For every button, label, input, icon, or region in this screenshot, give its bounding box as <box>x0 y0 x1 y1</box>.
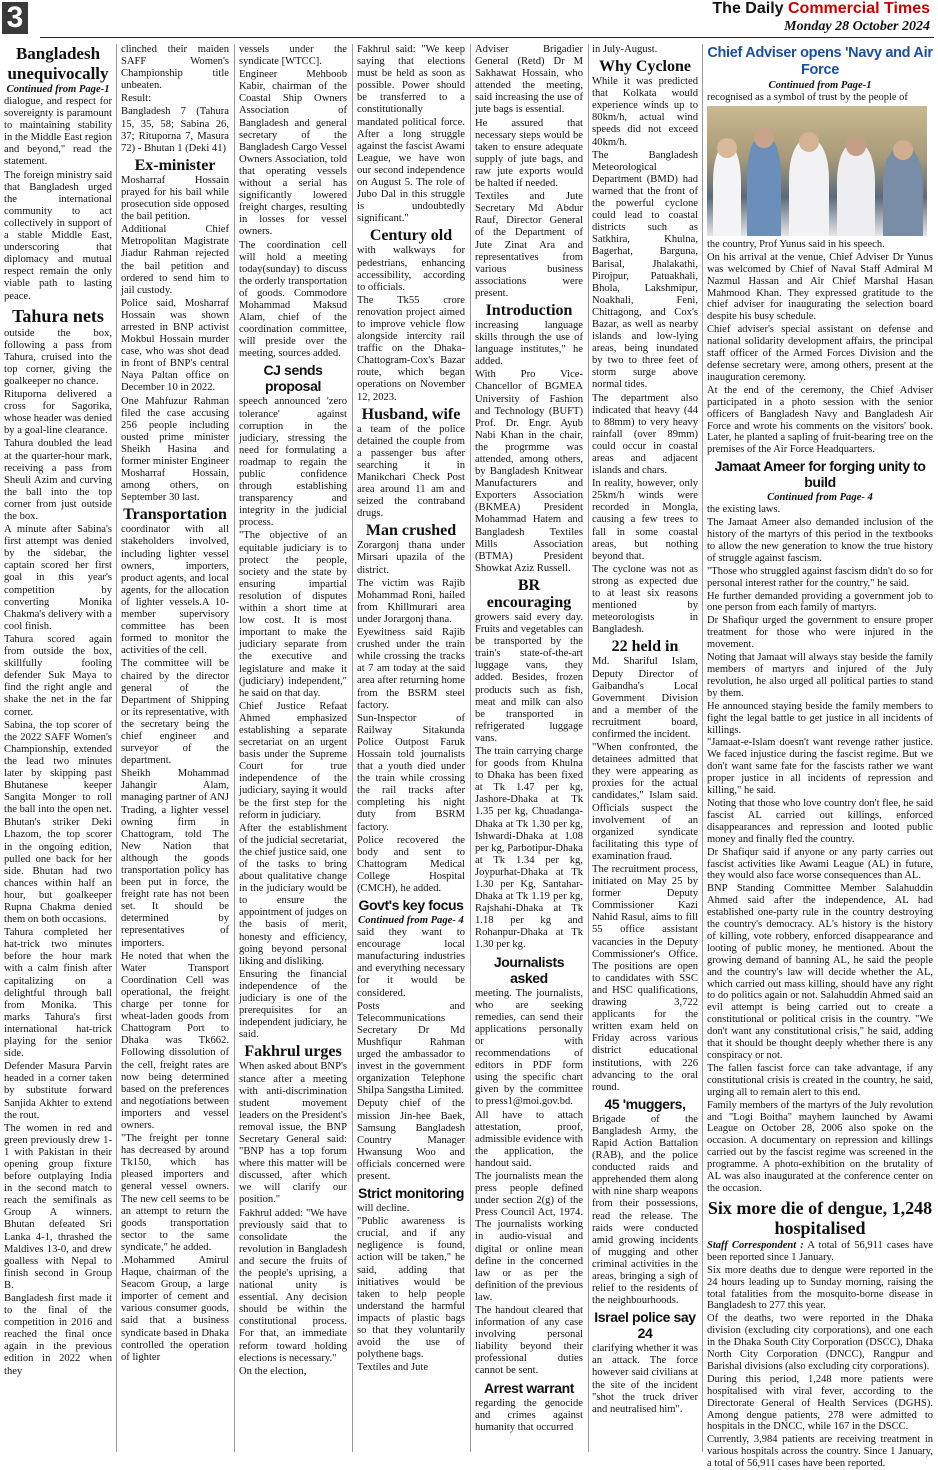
photo-figure <box>789 140 829 236</box>
column-5 <box>475 44 583 1452</box>
article-title-cj: CJ sends proposal <box>263 362 323 395</box>
column-2 <box>121 44 229 1452</box>
paragraph: Sheikh Mohammad Jahangir Alam, managing partner of ANJ Trading, a lighter vessel owning firm in Chattogram, told The New Nation that although the goods transportation policy has been put in force, the freight rate has not been set. It should be determined by representatives of importers. <box>121 768 229 949</box>
paragraph: Sabina, the top scorer of the 2022 SAFF Women's Championship, extended the lead two minutes later by skipping past Bhutanese keeper Sangita Monger to roll the ball into the open net. <box>4 719 112 816</box>
photo-figure <box>754 128 774 148</box>
photo-figure <box>747 136 781 236</box>
article-title-century: Century old <box>369 227 453 245</box>
column-divider <box>702 44 703 1452</box>
paragraph: Engineer Mehboob Kabir, chairman of the Coastal Ship Owners Association of Bangladesh and general secretary of the Bangladesh Cargo Vessel Owners Association, told that operating vessels without a serial has significantly lowered freight charges, resulting in losses for vessel owners. <box>239 69 347 238</box>
paragraph: dialogue, and respect for sovereignty is paramount to maintaining stability in the Middle East region and beyond," read the statement. <box>4 96 112 168</box>
paragraph: He further demanded providing a government job to one person from each family of martyrs. <box>707 590 933 614</box>
paragraph: Dr Shafiqur urged the government to ensure proper treatment for those who were injured in the movement. <box>707 615 933 651</box>
paragraph: While it was predicted that Kolkata would experience winds up to 80km/h, actual wind speeds did not exceed 40km/h. <box>592 76 698 148</box>
byline: Staff Correspondent : <box>707 1239 804 1251</box>
column-divider <box>470 44 471 1452</box>
article-title-husband: Husband, wife <box>361 405 461 423</box>
article-title-br-encouraging: BR encouraging <box>486 576 572 611</box>
paragraph: in July-August. <box>592 44 658 55</box>
paragraph: Fakhrul added: "We have previously said that to consolidate the revolution in Bangladesh and secure the fruits of the people's uprising, a national unity is essential. Any decision should be within the constitutional process. For that, an immediate reform toward holding elections is necessary." <box>239 1207 347 1364</box>
paragraph: BNP Standing Committee Member Salahuddin Ahmed said after the independence, AL had established one-party rule in the country destroying the country's democracy. AL's history is the history of killing, vote robbery, enforced disappearance and looting of public money, he mentioned. About the growing demand of banning AL, he said the people and the country's law will decide whether the AL, which carried out mass killing, should have any right to do politics again or not. Salahuddin Ahmed said an evil attempt is being carried out to create a constitutional or political crisis in the country. "We don't want any constitutional crisis," he said, adding that it should be thought deeply whether there is any conspiracy or not. <box>707 883 933 1061</box>
continued-note: Continued from Page-1 <box>6 84 110 95</box>
paragraph: Textiles and Jute Secretary Md Abdur Rauf, Director General of the Department of Jute Zinat Ara and representatives from various business associations were present. <box>475 191 583 299</box>
paragraph: clinched their maiden SAFF Women's Championship title unbeaten. <box>121 44 229 92</box>
paragraph: Sun-Inspector of Railway Sitakunda Police Outpost Faruk Hossain told journalists that a youth died under the train while crossing the rail tracks after completing his night duty from BSRM factory. <box>357 712 465 833</box>
paragraph: Ensuring the financial independence of the judiciary is one of the prerequisites for an independent judiciary, he said. <box>239 968 347 1041</box>
paragraph: He announced staying beside the family members to fight the legal battle to get justice in all incidents of killings. <box>707 700 933 736</box>
paragraph: On his arrival at the venue, Chief Adviser Dr Yunus was welcomed by Chief of Naval Staff Admiral M Nazmul Hassan and Air Chief Marshal Hasan Mahmood Khan. They expressed gratitude to the chief adviser for inaugurating the selection board despite his busy schedule. <box>707 251 933 323</box>
paragraph: recognised as a symbol of trust by the people of <box>707 92 908 103</box>
paragraph: Noting that those who love country don't flee, he said fascist AL carried out killings, enforced disappearances and repression and looted public money and finally fled the country. <box>707 797 933 845</box>
column-7 <box>707 44 933 1470</box>
paragraph: When asked about BNP's stance after a meeting with anti-discrimination student movement leaders on the President's removal issue, the BNP Secretary General said: "BNP has a top forum where this matter will be discussed, after which we will clarify our position." <box>239 1061 347 1206</box>
paragraph: Noting that Jamaat will always stay beside the family members of martyrs and injured of the July revolution, he also urged all political parties to stand by them. <box>707 652 933 699</box>
paragraph: the country, Prof Yunus said in his speech. <box>707 238 885 250</box>
paragraph: increasing language skills through the use of language institutes," he added. <box>475 319 583 368</box>
photo-figure <box>799 132 819 152</box>
paragraph: said they want to encourage local manufacturing industries and everything necessary for it would be considered. <box>357 927 465 999</box>
paragraph: The train carrying charge for goods from Khulna to Dhaka has been fixed at Tk 1.47 per kg, Jashore-Dhaka at Tk 1.35 per kg, Chuadanga-Dhaka at Tk 1.30 per kg, Ishwardi-Dhaka at 1.08 per kg, Parbotipur-Dhaka at Tk 1.34 per kg, Joypurhat-Dhaka at Tk 1.30 per Kg, Santahar-Dhaka at Tk 1.19 per kg, Rajshahi-Dhaka at Tk 1.18 per kg and Rohanpur-Dhaka at Tk 1.30 per kg. <box>475 745 583 951</box>
paragraph: the existing laws. <box>707 504 781 516</box>
paragraph: Textiles and Jute <box>357 1362 429 1374</box>
masthead-prefix: The Daily <box>712 0 784 17</box>
photo-figure <box>883 148 923 236</box>
paragraph: will decline. <box>357 1203 410 1215</box>
paragraph: After the establishment of the judicial secretariat, the chief justice said, one of the tasks to bring about qualitative change in the judiciary would be to ensure the appointment of judges on the basis of merit, honesty and efficiency, going beyond personal liking and disliking. <box>239 822 347 967</box>
photo-figure <box>713 146 741 236</box>
paragraph: The victim was Rajib Mohammad Roni, hailed from Khillmurari area under Jorargonj thana. <box>357 577 465 625</box>
article-title-introduction: Introduction <box>485 301 573 319</box>
paragraph: outside the box, following a pass from Tahura, cruised into the top corner, giving the goalkeeper no chance. <box>4 327 112 387</box>
column-3 <box>239 44 347 1452</box>
paragraph: Chief Justice Refaat Ahmed emphasized establishing a separate secretariat on an urgent basis under the Supreme Court for true independence of the judiciary, saying it would be the first step for the reform in judiciary. <box>239 700 347 821</box>
paragraph: Bangladesh first made it to the final of the competition in 2016 and reached the final once again in the previous edition in 2022 when they <box>4 1293 112 1377</box>
paragraph: growers said every day. Fruits and vegetables can be transported by the train's state-of-the-art luggage vans, they added. Besides, frozen products such as fish, meat and milk can also be transported in refrigerated luggage vans. <box>475 611 583 744</box>
article-title-bangladesh: Bangladesh unequivocally <box>7 44 109 83</box>
paragraph: Brigade of the Bangladesh Army, the Rapid Action Battalion (RAB), and the police conducted raids and apprehended them along with nine sharp weapons from their possessions, read the release. The raids were conducted amid growing incidents of mugging and other criminal activities in the areas, bringing a sigh of relief to the residents of the neighbourhoods. <box>592 1113 698 1307</box>
continued-note: Continued from Page-1 <box>768 80 872 91</box>
paragraph: The recruitment process, initiated on May 25 by former Deputy Commissioner Kazi Nahid Rasul, aims to fill 55 office assistant vacancies in the Deputy Commissioner's Office. The positions are open to candidates with SSC and HSC qualifications, drawing 3,722 applicants for the written exam held on Friday across various district educational institutions, with 226 advancing to the oral round. <box>592 864 698 1093</box>
paragraph: The committee will be chaired by the director general of the Department of Shipping or its representative, with the secretary being the chief engineer and surveyor of the department. <box>121 658 229 767</box>
paragraph: The Tk55 crore renovation project aimed to improve vehicle flow alongside intercity rail traffic on the Dhaka-Chattogram-Cox's Bazar route, which began operations on November 12, 2023. <box>357 294 465 403</box>
article-title-22-held: 22 held in <box>611 638 679 656</box>
article-body <box>4 328 112 1378</box>
lead-text: A total of 56,911 cases have been reported since 1 January. <box>707 1239 933 1263</box>
column-divider <box>234 44 235 1452</box>
paragraph: Six more deaths due to dengue were reported in the 24 hours leading up to Sunday morning, raising the total fatalities from the mosquito-borne disease in Bangladesh to 277 this year. <box>707 1264 933 1312</box>
paragraph: Eyewitness said Rajib crushed under the train while crossing the tracks at 7 am today at the said area after returning home from the BSRM steel factory. <box>357 627 465 711</box>
paragraph: Fakhrul said: "We keep saying that elections must be held as soon as possible. Power should be transferred to a constitutionally mandated political force. After a long struggle against the fascist Awami League, we have won our second independence on August 5. The role of Jubo Dal in this struggle is undoubtedly significant." <box>357 44 465 225</box>
article-title-navy-air-force: Chief Adviser opens 'Navy and Air Force <box>707 45 933 78</box>
paragraph: The handout cleared that information of any case involving personal liability beyond their professional duties cannot be sent. <box>475 1305 583 1377</box>
photo-figure <box>837 144 875 236</box>
article-title-journalists: Journalists asked <box>493 953 565 986</box>
paragraph: a team of the police detained the couple from a passenger bus after searching it in Manikchari Check Post area around 11 am and seized the contraband drugs. <box>357 423 465 520</box>
article-title-tahura: Tahura nets <box>12 305 104 326</box>
paragraph: Rituporna delivered a cross for Sagorika, whose header was denied by a goal-line clearance. <box>4 389 112 437</box>
paragraph: "The freight per tonne has decreased by around Tk150, which has pleased importers and general vessel owners. The new cell seems to be an attempt to return the goods transportation sector to the same syndicate," he added. <box>121 1133 229 1253</box>
paragraph: The fallen fascist force can take advantage, if any constitutional crisis is created in the country, he said, urging all to remain alert to this end. <box>707 1062 933 1098</box>
paragraph: speech announced 'zero tolerance' against corruption in the judiciary, stressing the need for formulating a roadmap to regain the public confidence through establishing transparency and integrity in the judicial process. <box>239 396 347 529</box>
paragraph: "Jamaat-e-Islam doesn't want revenge rather justice. We faced injustice during the fascist regime. But we don't want same fate for the fascists rather we want proper justice in all incidents of repression and killing," he said. <box>707 737 933 797</box>
paragraph: The department also indicated that heavy (44 to 88mm) to very heavy rainfall (over 89mm) could occur in coastal areas and adjacent islands and chars. <box>592 392 698 477</box>
paragraph: .Mohammed Amirul Haque, chairman of the Seacom Group, a large importer of cement and various consumer goods, said that a business syndicate based in Dhaka controlled the operation of lighter <box>121 1255 229 1363</box>
paragraph: Additional Chief Metropolitan Magistrate Jiadur Rahman rejected the bail petition and ordered to send him to jail custody. <box>121 224 229 296</box>
article-title-fakhrul: Fakhrul urges <box>244 1043 342 1061</box>
paragraph: Police said, Mosharraf Hossain was shown arrested in BNP activist Mokbul Hossain murder case, who was shot dead in front of BNP's central Naya Paltan office on December 10 in 2022. <box>121 297 229 394</box>
continued-note: Continued from Page- 4 <box>767 492 873 504</box>
paragraph: "The objective of an equitable judiciary is to protect the people, society and the state by ensuring impartial resolution of disputes within a short time at low cost. It is most important to make the judiciary separate from the executive and legislature and make it (judiciary) independent," he said on that day. <box>239 530 347 699</box>
header-rule <box>40 37 934 38</box>
paragraph: with walkways for pedestrians, enhancing accessibility, according to officials. <box>357 245 465 293</box>
article-title-govts-focus: Govt's key focus <box>358 897 464 914</box>
paragraph: The cyclone was not as strong as expected due to at least six reasons mentioned by meteorologists in Bangladesh. <box>592 563 698 636</box>
paragraph: Tahura completed her hat-trick two minutes before the hour mark with a calm finish after capitalizing on a delightful through ball from Monika. This marks Tahura's first international hat-trick playing for the senior side. <box>4 927 112 1060</box>
paragraph: Posts and Telecommunications Secretary Dr Md Mushfiqur Rahman urged the ambassador to invest in the government organization Telephone Shilpa Sangstha Limited. <box>357 1000 465 1097</box>
news-photo <box>707 106 927 236</box>
paragraph: He assured that necessary steps would be taken to ensure adequate supply of jute bags, and raw jute exports would be halted if needed. <box>475 117 583 190</box>
paragraph: "When confronted, the detainees admitted that they were appearing as proxies for the actual candidates," Islam said. Officials suspect the involvement of an organized syndicate facilitating this type of examination fraud. <box>592 742 698 862</box>
page-number: 3 <box>2 2 28 34</box>
paragraph: At the end of the ceremony, the Chief Adviser participated in a photo session with the senior officers of Bangladesh Navy and Bangladesh Air Force and wrote his comments on the visitors' book. Later, he planted a sapling of fruit-bearing tree on the premises of the Air Force Headquarters. <box>707 384 933 456</box>
paragraph: A minute after Sabina's first attempt was denied by the sidebar, the captain scored her first goal in this year's competition by converting Monika Chakma's delivery with a cool finish. <box>4 524 112 632</box>
paragraph: With Pro Vice-Chancellor of BGMEA University of Fashion and Technology (BUFT) Prof. Dr. Engr. Ayub Nabi Khan in the chair, the progrmme was attended, among others, by Bangladesh Knitwear Manufacturers and Exporters Association (BKMEA) President Mohammad Hatem and Bangladesh Textiles Mills Association (BTMA) President Showkat Aziz Russell. <box>475 369 583 574</box>
paragraph: One Mahfuzur Rahman filed the case accusing 256 people including ousted prime minister Sheikh Hasina and former minister Engineer Mosharraf Hossain, among others, on September 30 last. <box>121 395 229 504</box>
photo-figure <box>893 140 913 160</box>
article-title-arrest-warrant: Arrest warrant <box>483 1379 575 1396</box>
article-title-transportation: Transportation <box>123 506 227 524</box>
paragraph: Adviser Brigadier General (Retd) Dr M Sakhawat Hossain, who attended the meeting, said increasing the use of jute bags is essential. <box>475 44 583 116</box>
paragraph: Zorargonj thana under Mirsari upazila of the district. <box>357 540 465 576</box>
paragraph: The Jamaat Ameer also demanded inclusion of the history of the martyrs of this period in the textbooks to allow the new generation to know the true history of struggle against fascism. <box>707 517 933 564</box>
paragraph: vessels under the syndicate [WTCC]. <box>239 44 347 68</box>
paragraph: meeting. The journalists, who are seeking remedies, can send their applications personally or with recommendations of editors in PDF form using the specific chart given by the committee to press1@moi.gov.bd. <box>475 987 583 1108</box>
paragraph: Defender Masura Parvin headed in a corner taken by substitute forward Sanjida Akhter to extend the rout. <box>4 1061 112 1121</box>
paragraph: On the election, <box>239 1365 307 1377</box>
paragraph: During this period, 1,248 more patients were hospitalised with viral fever, according to the Directorate General of Health Services (DGHS). Among dengue patients, 278 were admitted to hospitals in the DNCC, while 167 in the DSCC. <box>707 1373 933 1433</box>
paragraph: Currently, 3,984 patients are receiving treatment in various hospitals across the country. Since 1 January, a total of 56,911 cases have been reported. <box>707 1434 933 1470</box>
paragraph: Tahura scored again from outside the box, skillfully fooling defender Suk Maya to find the right angle and shake the net in the far corner. <box>4 633 112 718</box>
column-1 <box>4 44 112 1452</box>
paragraph: Bhutan's striker Deki Lhazom, the top scorer in the ongoing edition, pulled one back for her side. Bhutan had two chances within half an hour, but goalkeeper Rupna Chakma denied them on both occasions. <box>4 817 112 926</box>
photo-figure <box>717 138 737 158</box>
column-4 <box>357 44 465 1452</box>
paragraph: The Bangladesh Meteorological Department (BMD) had warned that the front of the powerful cyclone could lead to coastal districts such as Satkhira, Khulna, Bagerhat, Barguna, Barisal, Jhalakathi, Pirojpur, Patuakhali, Bhola, Lakshmipur, Noakhali, Feni, Chittagong, and Cox's Bazar, as well as nearby islands and low-lying areas, being inundated by two to three feet of storm surge above normal tides. <box>592 149 698 391</box>
paragraph: Police recovered the body and sent to Chattogram Medical College Hospital (CMCH), he added. <box>357 834 465 894</box>
page-header <box>0 0 938 40</box>
paragraph: The foreign ministry said that Bangladesh urged the international community to act collectively in support of a stable Middle East, underscoring that diplomacy and mutual respect remain the only viable path to lasting peace. <box>4 169 112 302</box>
paragraph: Of the deaths, two were reported in the Dhaka division (excluding city corporations), and one each in the Dhaka South City Corporation (DSCC), Dhaka North City Corporation (DNCC), Rangpur and Barishal divisions (also excluding city corporations). <box>707 1313 933 1372</box>
continued-note: Continued from Page- 4 <box>358 915 464 927</box>
paragraph: Bangladesh 7 (Tahura 15, 35, 58; Sabina 26, 37; Rituporna 7, Masura 72) - Bhutan 1 (Deki 41) <box>121 106 229 154</box>
column-divider <box>352 44 353 1452</box>
paragraph: "Those who struggled against fascism didn't do so for personal interest rather for the country," he said. <box>707 565 933 589</box>
paragraph: "Public awareness is crucial, and if any negligence is found, action will be taken," he said, adding that initiatives would be taken to help people understand the harmful impacts of plastic bags so that they voluntarily avoid the use of polythene bags. <box>357 1216 465 1361</box>
paragraph: He noted that when the Water Transport Coordination Cell was operational, the freight charge per tonne for wheat-laden goods from Chattogram Port to Dhaka was Tk662. Following dissolution of the cell, freight rates are now being determined based on the preferences and negotiations between importers and vessel owners. <box>121 950 229 1131</box>
paragraph: In reality, however, only 25km/h winds were recorded in Mongla, causing a few trees to fall in some coastal areas, but nothing beyond that. <box>592 478 698 562</box>
paragraph: Family members of the martyrs of the July revolution and "Logi Boitha" mayhem launched by Awami League on October 28, 2006 also spoke on the occasion. A documentary on repression and killings carried out by the fascist regime was screened in the programme. A photo-exhibition on the brutality of AL was also inaugurated at the conference center on the occasion. <box>707 1099 933 1194</box>
paragraph: coordinator with all stakeholders involved, including lighter vessel owners, importers, product agents, and local agents, for the allocation of lighter vessels.A 10-member supervisory committee has been formed to monitor the activities of the cell. <box>121 524 229 657</box>
paragraph: The women in red and green previously drew 1-1 with Pakistan in their opening group fixture before outplaying India in the second match to reach the semifinals as Group A winners. Bhutan defeated Sri Lanka 4-1, thrashed the Maldives 13-0, and drew goalless with Nepal to finish second in Group B. <box>4 1122 112 1291</box>
article-title-why-cyclone: Why Cyclone <box>599 58 691 76</box>
paragraph: The coordination cell will hold a meeting today(sunday) to discuss the orderly transportation of goods. Commodore Mohammad Maksud Alam, chief of the coordination committee, will preside over the meeting, sources added. <box>239 239 347 360</box>
article-title-exminister: Ex-minister <box>134 156 216 174</box>
article-body <box>4 96 112 303</box>
masthead-name: Commercial Times <box>788 0 930 17</box>
paragraph: Dr Shafiqur said if anyone or any party carries out fascist activities like Awami League (AL) in future, they would also face worse consequences than AL. <box>707 846 933 882</box>
column-6 <box>592 44 698 1452</box>
paragraph: Deputy chief of the mission Jin-hee Baek, Samsung Bangladesh Country Manager Hwansung Woo and officials concerned were present. <box>357 1098 465 1182</box>
paragraph: clarifying whether it was an attack. The force however said civilians at the site of the incident "shot the truck driver and neutralised him". <box>592 1343 698 1415</box>
paragraph: Mosharraf Hossain prayed for his bail while prosecution side opposed the bail petition. <box>121 174 229 223</box>
paragraph: All have to attach attestation, proof, admissible evidence with the application, the handout said. <box>475 1109 583 1169</box>
article-title-muggers: 45 'muggers, <box>604 1095 686 1112</box>
article-title-dengue: Six more die of dengue, 1,248 hospitalised <box>707 1197 933 1238</box>
paragraph: Tahura doubled the lead at the quarter-hour mark, receiving a pass from Sheuli Azim and curving the ball into the top corner from just outside the box. <box>4 438 112 522</box>
paragraph: regarding the genocide and crimes against humanity that occurred <box>475 1397 583 1433</box>
paragraph <box>707 1240 933 1264</box>
article-title-man-crushed: Man crushed <box>365 522 457 540</box>
column-divider <box>116 44 117 1452</box>
paragraph: Result: <box>121 93 152 105</box>
column-divider <box>588 44 589 1452</box>
photo-figure <box>846 136 866 156</box>
masthead <box>712 1 930 17</box>
paragraph: The journalists mean the press people defined under section 2(g) of the Press Council Act, 1974. The journalists working in audio-visual and digital or online mean define in the concerned law or as per the definition of the previous law. <box>475 1170 583 1303</box>
article-title-strict-monitoring: Strict monitoring <box>358 1185 464 1202</box>
dateline: Monday 28 October 2024 <box>784 19 930 34</box>
paragraph: Md. Shariful Islam, Deputy Director of Gaibandha's Local Government Division and a member of the recruitment board, confirmed the incident. <box>592 656 698 740</box>
article-title-jamaat-ameer: Jamaat Ameer for forging unity to build <box>714 458 926 491</box>
article-title-israel-police: Israel police say 24 <box>594 1309 696 1342</box>
paragraph: Chief adviser's special assistant on defense and national solidarity development affairs, the principal staff officer of the Armed Forces Division and the defense secretary were, among others, present at the inauguration ceremony. <box>707 324 933 383</box>
